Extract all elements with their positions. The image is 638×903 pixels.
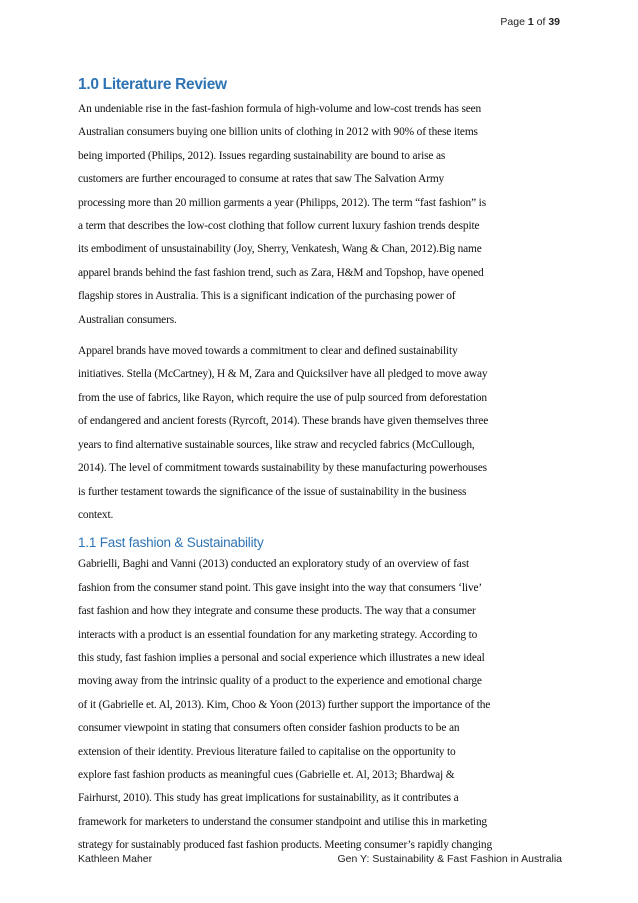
text-line: processing more than 20 million garments a year (Philipps, 2012). The term “fast fashion” is [78,196,486,209]
text-line: extension of their identity. Previous literature failed to capitalise on the opportunity to [78,745,456,758]
text-line: of it (Gabrielle et. Al, 2013). Kim, Choo & Yoon (2013) further support the importance of the [78,698,491,711]
text-line: An undeniable rise in the fast-fashion formula of high-volume and low-cost trends has seen [78,103,482,115]
section-literature-review [78,98,562,527]
text-line: its embodiment of unsustainability (Joy, Sherry, Venkatesh, Wang & Chan, 2012).Big name [78,243,482,256]
text-line: from the use of fabrics, like Rayon, which require the use of pulp sourced from deforestation [78,391,487,404]
text-line: Fairhurst, 2010). This study has great implications for sustainability, as it contributes a [78,792,459,805]
text-line: a term that describes the low-cost clothing that follow current luxury fashion trends despite [78,220,480,233]
text-line: customers are further encouraged to consume at rates that saw The Salvation Army [78,173,445,186]
section-heading-fast-fashion-sustainability: 1.1 Fast fashion & Sustainability [78,535,264,551]
text-line: is further testament towards the significance of the issue of sustainability in the business [78,485,467,498]
text-line: being imported (Philips, 2012). Issues regarding sustainability are bound to arise as [78,149,446,162]
text-line: initiatives. Stella (McCartney), H & M, Zara and Quicksilver have all pledged to move away [78,368,488,381]
document-body [78,76,562,866]
text-line: strategy for sustainably produced fast fashion products. Meeting consumer’s rapidly changing [78,839,492,852]
text-line: consumer viewpoint in stating that consumers often consider fashion products to be an [78,722,460,735]
text-line: framework for marketers to understand the consumer standpoint and utilise this in marketing [78,815,487,828]
text-line: fast fashion and how they integrate and consume these products. The way that a consumer [78,605,476,618]
text-line: interacts with a product is an essential foundation for any marketing strategy. According to [78,628,478,641]
text-line: Australian consumers. [78,313,177,326]
text-line: context. [78,508,114,521]
text-line: Australian consumers buying one billion units of clothing in 2012 with 90% of these items [78,126,478,139]
text-line: years to find alternative sustainable sources, like straw and recycled fabrics (McCullough, [78,438,475,451]
page-number: Page 1 of 39 [500,16,560,28]
paragraph [78,98,562,332]
section-heading-literature-review: 1.0 Literature Review [78,76,227,93]
text-line: Gabrielli, Baghi and Vanni (2013) conducted an exploratory study of an overview of fast [78,558,469,571]
paragraph [78,553,562,857]
text-line: explore fast fashion products as meaningful cues (Gabrielle et. Al, 2013; Bhardwaj & [78,768,455,781]
footer-author: Kathleen Maher [78,853,153,865]
text-line: flagship stores in Australia. This is a significant indication of the purchasing power of [78,290,456,303]
text-line: of endangered and ancient forests (Ryrcoft, 2014). These brands have given themselves three [78,415,489,428]
section-fast-fashion-sustainability [78,553,562,857]
text-line: moving away from the intrinsic quality of a product to the experience and emotional charge [78,675,482,688]
paragraph [78,340,562,527]
text-line: this study, fast fashion implies a personal and social experience which illustrates a new ideal [78,651,485,664]
text-line: apparel brands behind the fast fashion trend, such as Zara, H&M and Topshop, have opened [78,266,484,279]
text-line: fashion from the consumer stand point. This gave insight into the way that consumers ‘live’ [78,581,483,594]
text-line: Apparel brands have moved towards a commitment to clear and defined sustainability [78,345,458,358]
footer-document-title: Gen Y: Sustainability & Fast Fashion in Australia [337,853,562,865]
text-line: 2014). The level of commitment towards sustainability by these manufacturing powerhouses [78,462,487,475]
